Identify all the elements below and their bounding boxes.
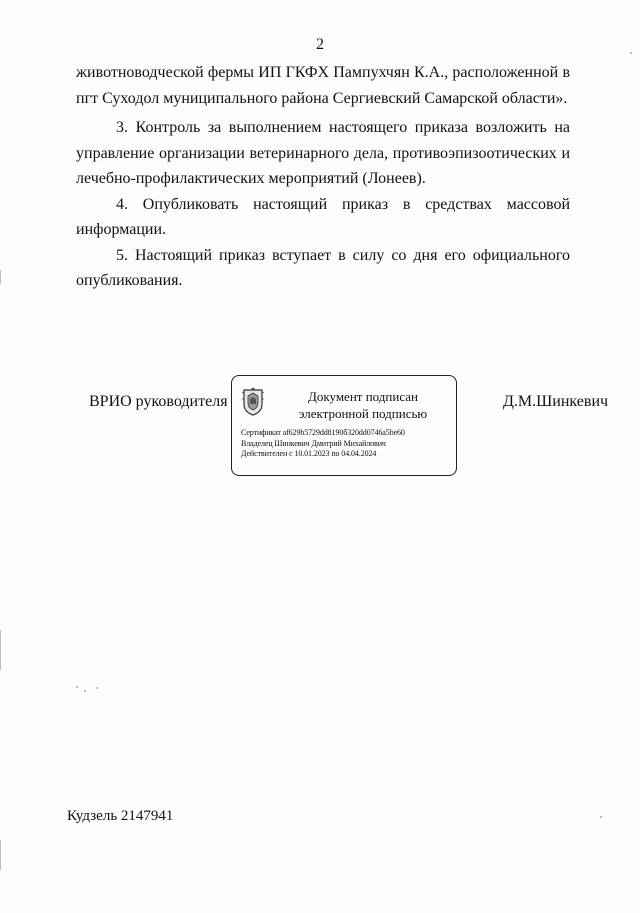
scan-artifact [84, 690, 86, 692]
stamp-title-line-2: электронной подписью [298, 406, 428, 421]
signer-position: ВРИО руководителя [89, 393, 228, 410]
stamp-title-line-1: Документ подписан [308, 389, 418, 404]
scan-artifact [0, 840, 1, 870]
scan-artifact [0, 630, 1, 670]
page-number: 2 [316, 36, 324, 53]
electronic-signature-stamp [231, 375, 457, 476]
paragraph-continuation-line-2: пгт Суходол муниципального района Сергиевский Самарской области». [76, 89, 568, 107]
stamp-owner: Владелец Шинкевич Дмитрий Михайлович [241, 438, 386, 448]
executor-footer: Кудзель 2147941 [67, 808, 174, 824]
coat-of-arms-icon [241, 387, 265, 417]
paragraph-item-5: 5. Настоящий приказ вступает в силу со дня его официального опубликования. [76, 246, 570, 289]
document-body [76, 60, 570, 294]
stamp-certificate: Сертификат af629b5729dd8190б320dd0746a5be60 [241, 428, 405, 437]
scan-artifact [600, 816, 602, 818]
paragraph-item-3: 3. Контроль за выполнением настоящего приказа возложить на управление организации ветеринарного дела, противоэпизоотических и лечебно-профилактических мероприятий (Лонеев). [76, 119, 570, 187]
paragraph-continuation [76, 60, 570, 111]
paragraph-continuation-line-1: животноводческой фермы ИП ГКФХ Пампухчян К.А., расположенной в [76, 64, 570, 81]
paragraph-item-4: 4. Опубликовать настоящий приказ в средствах массовой информации. [76, 195, 570, 238]
stamp-title [274, 388, 452, 422]
scan-artifact [96, 687, 98, 689]
stamp-details [241, 428, 453, 460]
scan-artifact [630, 52, 632, 54]
stamp-validity: Действителен с 10.01.2023 по 04.04.2024 [241, 449, 377, 458]
scan-artifact [0, 270, 1, 284]
signer-name: Д.М.Шинкевич [503, 393, 609, 410]
scan-artifact [76, 686, 78, 688]
